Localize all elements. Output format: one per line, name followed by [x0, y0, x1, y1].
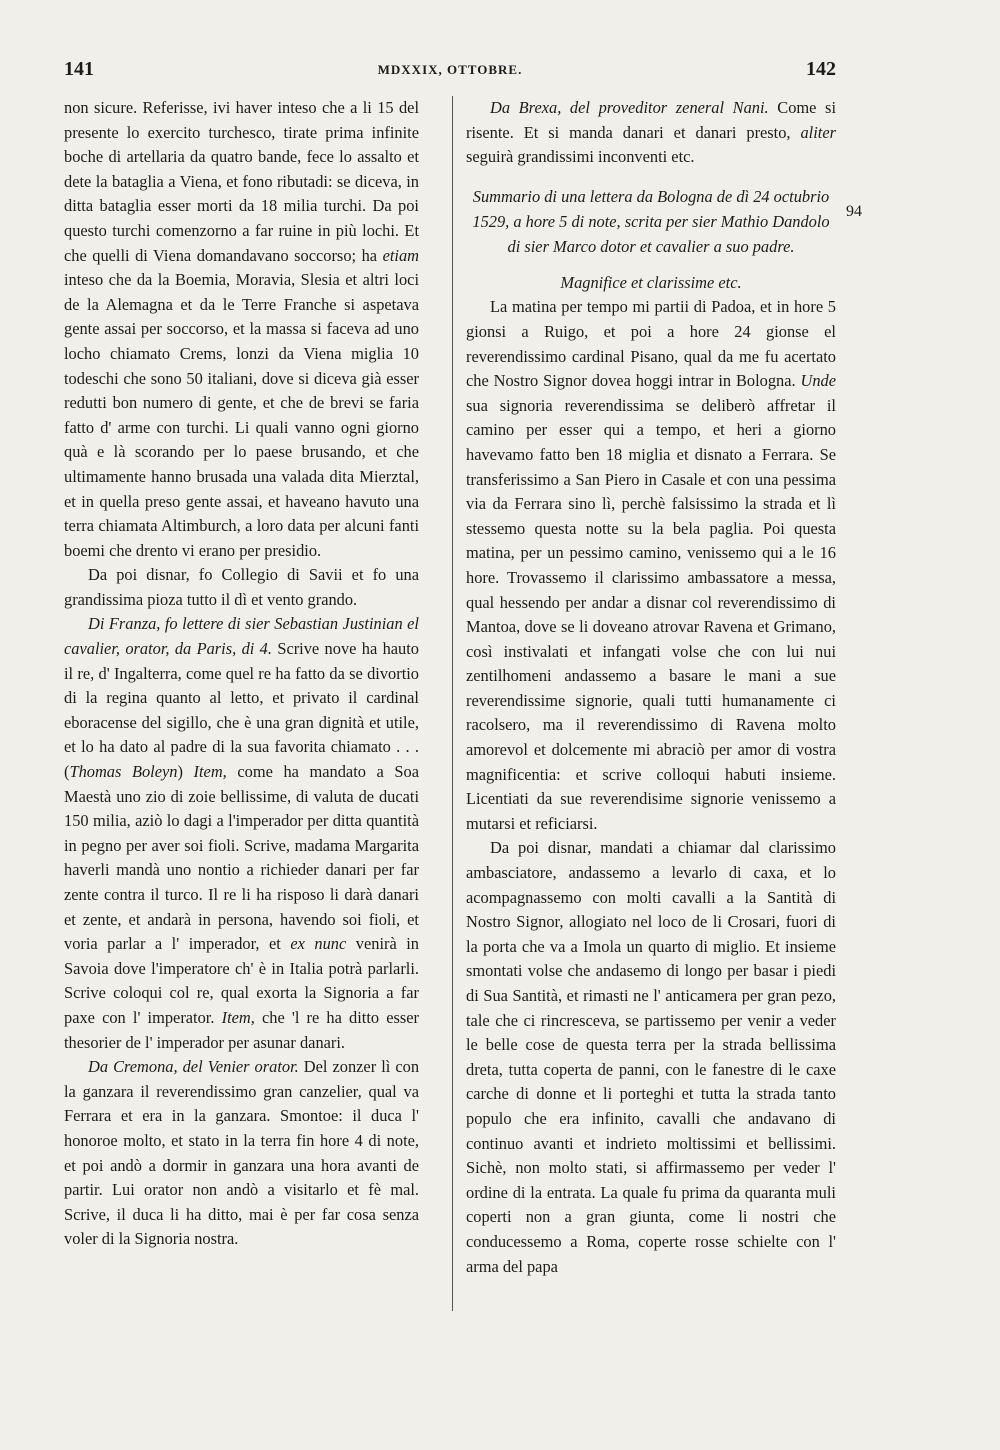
- column-divider: [452, 96, 453, 1311]
- margin-note: 94: [846, 203, 862, 220]
- paragraph-brexa: Da Brexa, del proveditor zeneral Nani. Come si risente. Et si manda danari et danari presto, aliter seguirà grandissimi inconventi etc.: [466, 98, 836, 167]
- running-title: MDXXIX, OTTOBRE.: [377, 62, 523, 77]
- paragraph-collegio: Da poi disnar, fo Collegio di Savii et fo una grandissima pioza tutto il dì et vento grando.: [64, 565, 419, 609]
- section-heading-franza: Di Franza, fo lettere di sier Sebastian Justinian el cavalier, orator, da Paris, di 4.: [64, 614, 419, 659]
- paragraph-padoa: La matina per tempo mi partii di Padoa, et in hore 5 gionsi a Ruigo, et poi a hore 24 gionse el reverendissimo cardinal Pisano, qual da me fu acertato che Nostro Signor dovea hoggi intrar in Bologna. Unde sua signoria reverendissima se deliberò affretar il camino per esser qui a tempo, et heri a giorno havevamo fatto ben 18 miglia et disnato a Ferrara. Se transferissimo a San Piero in Casale et con una pessima via da Ferrara sino lì, perchè falsissimo la strada et lì stessemo questa notte su la bela paglia. Poi questa matina, per un pessimo camino, venissemo qui a le 16 hore. Trovassemo il clarissimo ambassatore a messa, qual hessendo per andar a disnar col reverendissimo di Mantoa, dove se li doveano atrovar Ravena et Grimano, così instivalati et infangati volse che con lui nui zentilhomeni andassemo a basare le mani a sue reverendissime signorie, quali tutti humanamente ci racolsero, ma il reverendissimo di Ravena molto amorevol et dolcemente mi abraciò per amor di vostra magnificentia: et scrive colloqui habuti insieme. Licentiati da sue reverendisime signorie venissemo a mutarsi et reficiarsi.: [466, 297, 836, 833]
- paragraph-disnar: Da poi disnar, mandati a chiamar dal clarissimo ambasciatore, andassemo a levarlo di caxa, et lo acompagnassemo con molti cavalli a la Santità di Nostro Signor, allogiato nel loco de li Crosari, fuori di la porta che va a Imola un quarto di miglio. Et insieme smontati volse che andasemo di longo per basar i piedi di Sua Santità, et rimasti ne l' anticamera per gran pezo, tale che ci rincresceva, se partissemo per venir a veder le belle cose de questa terra per la strada bellissima dreta, tutta coperta de panni, con le fanestre di le caxe carche di donne et li porteghi et tutta la strada tanto populo che era infinito, cavalli che andavano di continuo avanti et indrieto moltissimi et bellissimi. Sichè, non molto stati, si affirmassemo per veder l' ordine di la entrata. La quale fu prima da quaranta muli coperti non a gran giunta, come li nostri che conducessemo a Roma, coperte rosse schielte con l' arma del papa: [466, 838, 836, 1276]
- salutation: Magnifice et clarissime etc.: [560, 272, 742, 292]
- right-column: [466, 96, 836, 1279]
- page-number-right: 142: [806, 58, 836, 80]
- paragraph-cremona: Da Cremona, del Venier orator. Del zonzer lì con la ganzara il reverendissimo gran canzelier, qual va Ferrara et era in la ganzara. Smontoe: il duca l' honoroe molto, et stato in la terra fin hore 4 di note, et poi andò a dormir in ganzara una hora avanti de partir. Lui orator non andò a visitarlo et fè mal. Scrive, il duca li ha ditto, mai è per far cosa senza voler di la Signoria nostra.: [64, 1057, 420, 1249]
- page-number-left: 141: [64, 58, 94, 80]
- left-column: [64, 96, 419, 1252]
- section-heading-brexa: Da Brexa, del proveditor zeneral Nani.: [490, 98, 769, 117]
- summary-title: Summario di una lettera da Bologna de dì 24 octubrio 1529, a hore 5 di note, scrita per sier Mathio Dandolo di sier Marco dotor et cavalier a suo padre.: [472, 186, 830, 256]
- paragraph-franza: Di Franza, fo lettere di sier Sebastian Justinian el cavalier, orator, da Paris, di 4. Scrive nove ha hauto il re, d' Ingalterra, come quel re ha fatto da se divortio di la regina quanto al letto, et privato il cardinal eboracense del sigillo, che è una gran dignità et utile, et lo ha dato al padre di la sua favorita chiamato . . . (Thomas Boleyn) Item, come ha mandato a Soa Maestà uno zio di zoie bellissime, di valuta de ducati 150 milia, aziò lo dagi a l'imperador per ditta quantità in pegno per aver soi fioli. Scrive, madama Margarita haverli mandà uno nontio a richieder danari per far zente contra il turco. Il re li ha risposo li darà danari et zente, et andarà in persona, havendo soi fioli, et voria parlar a l' imperador, et ex nunc venirà in Savoia dove l'imperatore ch' è in Italia potrà parlarli. Scrive coloqui col re, qual exorta la Signoria a far paxe con l' imperator. Item, che 'l re ha ditto esser thesorier de l' imperador per asunar danari.: [64, 614, 419, 1052]
- paragraph-vienna: non sicure. Referisse, ivi haver inteso che a li 15 del presente lo exercito turchesco, tirate prima infinite boche di artellaria da quatro bande, fece lo assalto et dete la bataglia a Viena, et fono ributadi: se diceva, in ditta bataglia esser morti da 18 milia turchi. Da poi questo turchi comenzorno a far ruine in più lochi. Et che quelli di Viena domandavano soccorso; ha etiam inteso che da la Boemia, Moravia, Slesia et altri loci de la Alemagna et da le Terre Franche si aspetava gente assai per soccorso, et la massa si faceva ad uno locho chiamato Crems, lonzi da Viena miglia 10 todeschi che sono 50 italiani, dove si diceva già esser redutti bon numero di gente, et che de brevi se faria fatto d' arme con turchi. Li quali vanno ogni giorno quà e là scorando per lo paese brusando, et che ultimamente hanno brusada una valada dita Mierztal, et in quella preso gente assai, et haveano havuto una terra chiamata Altimburch, a loro data per alcuni fanti boemi che drento vi erano per presidio.: [64, 98, 419, 560]
- section-heading-cremona: Da Cremona, del Venier orator.: [88, 1057, 299, 1077]
- page-header: [64, 58, 836, 88]
